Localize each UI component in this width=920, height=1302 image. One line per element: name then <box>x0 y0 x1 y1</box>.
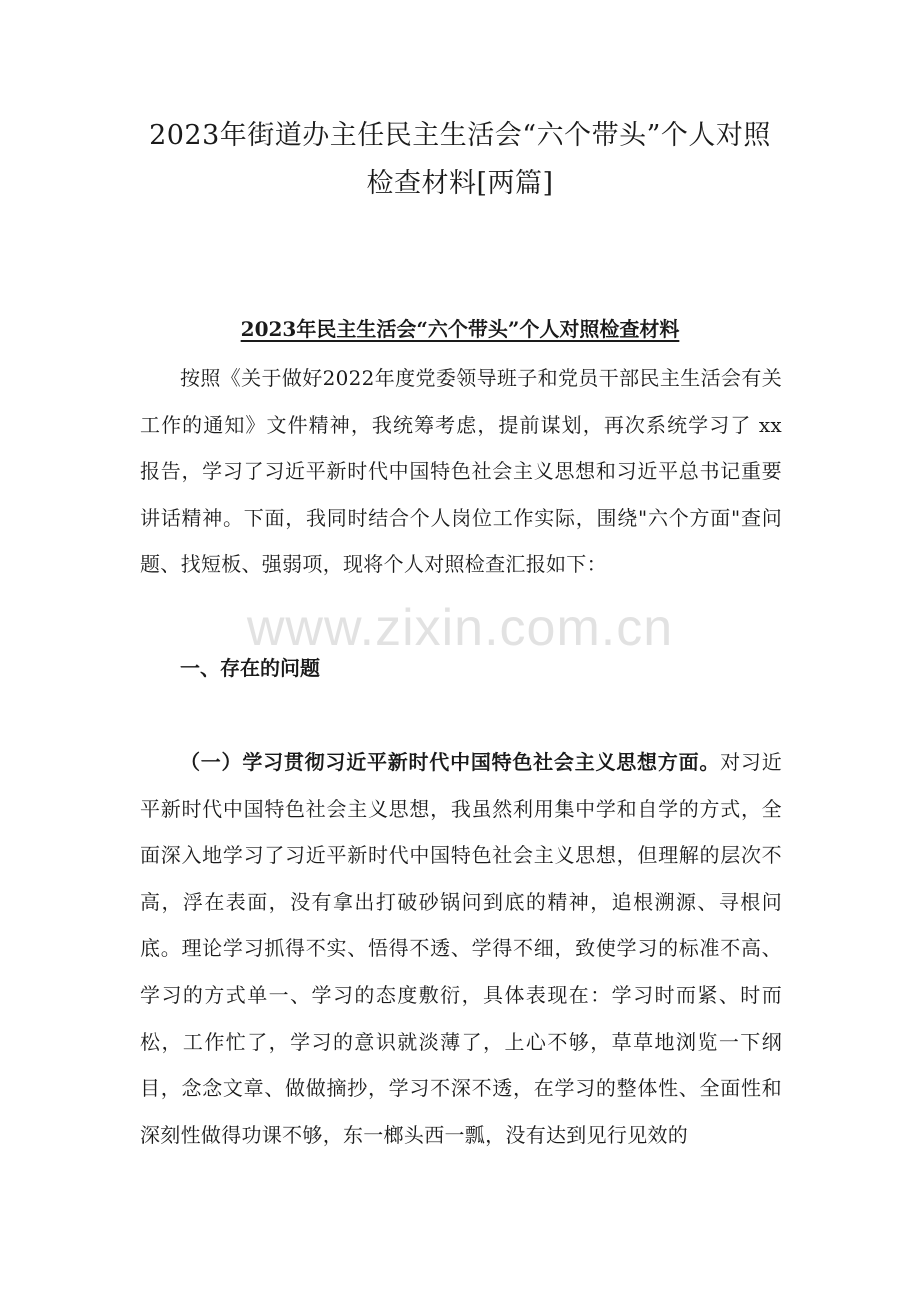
item-1-body: 对习近平新时代中国特色社会主义思想，我虽然利用集中学和自学的方式，全面深入地学习了习近平新时代中国特色社会主义思想，但理解的层次不高，浮在表面，没有拿出打破砂锅问到底的精神，追根溯源、寻根问底。理论学习抓得不实、悟得不透、学得不细，致使学习的标准不高、学习的方式单一、学习的态度敷衍，具体表现在：学习时而紧、时而松，工作忙了，学习的意识就淡薄了，上心不够，草草地浏览一下纲目，念念文章、做做摘抄，学习不深不透，在学习的整体性、全面性和深刻性做得功课不够，东一榔头西一瓢，没有达到见行见效的 <box>140 750 782 1147</box>
watermark: www.zixin.com.cn <box>246 599 674 657</box>
title-line-2: 检查材料[两篇] <box>366 168 554 199</box>
title-line-1: 2023年街道办主任民主生活会“六个带头”个人对照 <box>149 120 771 151</box>
item-1-lead: （一）学习贯彻习近平新时代中国特色社会主义思想方面。 <box>180 750 721 774</box>
intro-paragraph: 按照《关于做好2022年度党委领导班子和党员干部民主生活会有关工作的通知》文件精神，我统筹考虑，提前谋划，再次系统学习了 xx 报告，学习了习近平新时代中国特色社会主义思想和习近平总书记重要讲话精神。下面，我同时结合个人岗位工作实际，围绕"六个方面"查问题、找短板、强弱项，现将个人对照检查汇报如下： <box>140 366 782 577</box>
document-title <box>100 112 820 208</box>
section-heading-problems: 一、存在的问题 <box>180 656 320 680</box>
section-subtitle: 2023年民主生活会“六个带头”个人对照检查材料 <box>240 317 680 341</box>
item-1-paragraph <box>140 739 782 1158</box>
